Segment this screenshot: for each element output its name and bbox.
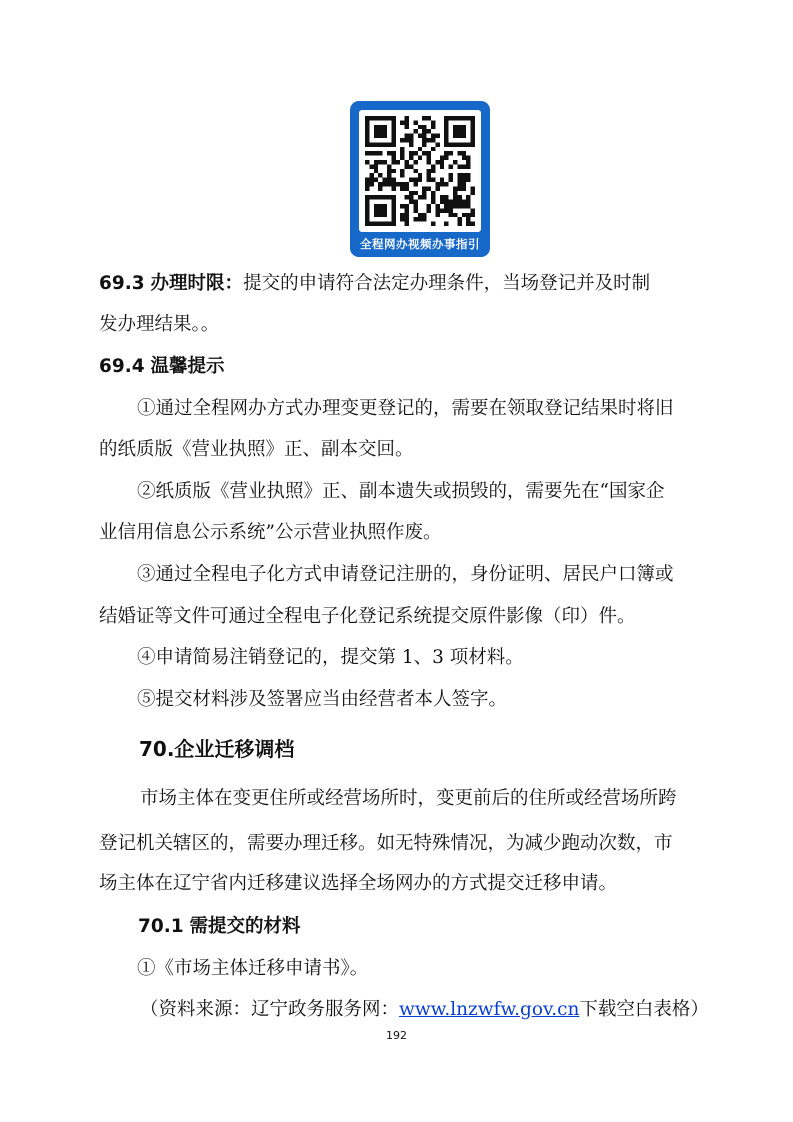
section-title: 办理时限：: [150, 273, 244, 294]
source-link[interactable]: www.lnzwfw.gov.cn: [399, 999, 580, 1020]
page-number: 192: [386, 1029, 407, 1042]
section-body: 提交的申请符合法定办理条件，当场登记并及时制: [243, 273, 651, 294]
qr-code-image: [359, 110, 481, 232]
tip-line: ⑤提交材料涉及签署应当由经营者本人签字。: [137, 689, 508, 710]
section-number: 69.3: [99, 273, 145, 294]
material-item: ①《市场主体迁移申请书》。: [137, 958, 369, 979]
source-line: [140, 997, 720, 1023]
section-title: 温馨提示: [150, 356, 225, 377]
section-number: 70.1: [138, 916, 184, 937]
qr-caption: 全程网办视频办事指引: [360, 237, 480, 251]
source-prefix: （资料来源：辽宁政务服务网：: [140, 999, 400, 1020]
qr-code-card: [350, 101, 490, 257]
paragraph-line: 场主体在辽宁省内迁移建议选择全场网办的方式提交迁移申请。: [99, 873, 618, 894]
paragraph-line: 登记机关辖区的，需要办理迁移。如无特殊情况，为减少跑动次数，市: [99, 833, 673, 854]
tip-line: 业信用信息公示系统”公示营业执照作废。: [99, 522, 442, 543]
tip-line: 结婚证等文件可通过全程电子化登记系统提交原件影像（印）件。: [99, 606, 636, 627]
section-69-3-line2: 发办理结果。。: [99, 314, 220, 335]
tip-line: ②纸质版《营业执照》正、副本遗失或损毁的，需要先在“国家企: [137, 481, 665, 502]
tip-line: 的纸质版《营业执照》正、副本交回。: [99, 439, 414, 460]
source-suffix: 下载空白表格）: [579, 999, 709, 1020]
paragraph-line: 市场主体在变更住所或经营场所时，变更前后的住所或经营场所跨: [140, 788, 677, 809]
tip-line: ④申请简易注销登记的，提交第 1、3 项材料。: [137, 647, 524, 668]
section-70-heading: 70.企业迁移调档: [139, 737, 295, 761]
section-69-3-line1: [99, 271, 719, 297]
section-title: 需提交的材料: [189, 916, 301, 937]
tip-line: ①通过全程网办方式办理变更登记的，需要在领取登记结果时将旧: [137, 398, 674, 419]
tip-line: ③通过全程电子化方式申请登记注册的，身份证明、居民户口簿或: [137, 564, 674, 585]
section-70-1-heading: [138, 914, 758, 940]
section-number: 69.4: [99, 356, 145, 377]
section-69-4-heading: [99, 354, 719, 380]
